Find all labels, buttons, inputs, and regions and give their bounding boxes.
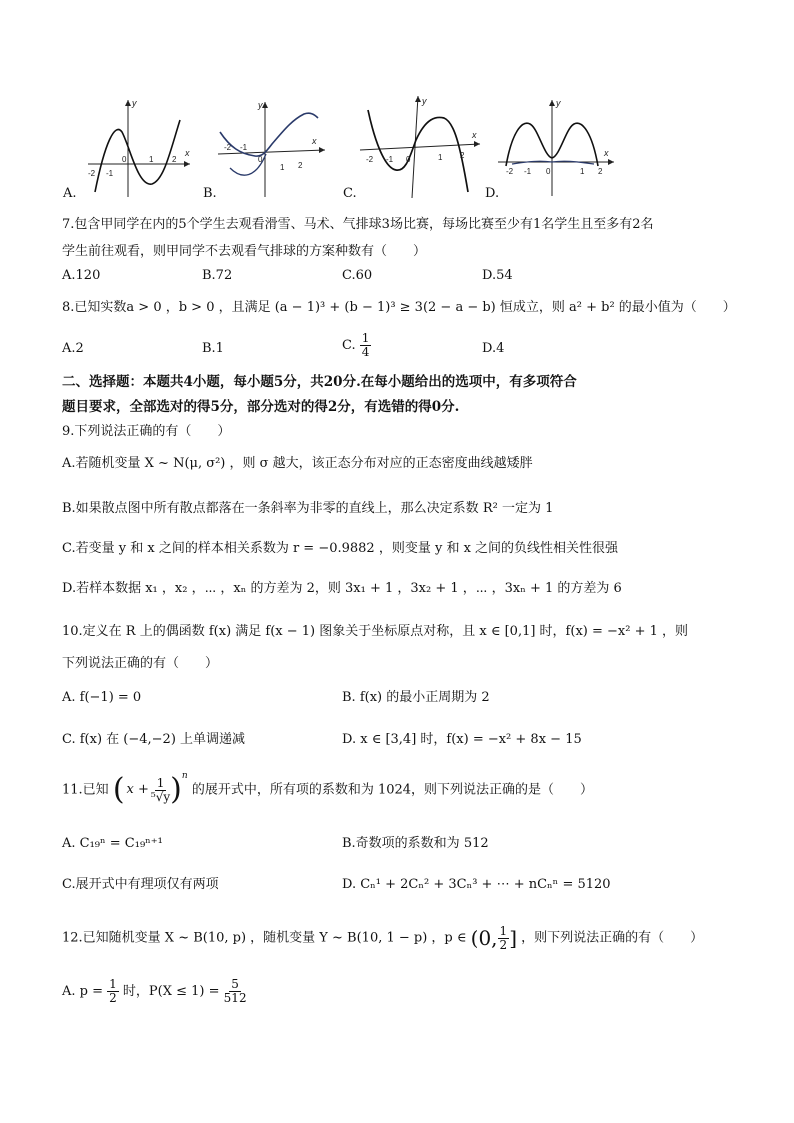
graph-d bbox=[482, 92, 622, 206]
graph-d-label: D. bbox=[485, 186, 500, 201]
svg-text:-2: -2 bbox=[366, 155, 374, 164]
q10-option-a: A. f(−1) = 0 bbox=[62, 690, 142, 705]
svg-text:x: x bbox=[312, 136, 317, 146]
svg-text:0: 0 bbox=[406, 155, 411, 164]
graph-a bbox=[60, 92, 200, 206]
svg-text:0: 0 bbox=[546, 167, 551, 176]
q8-option-c: C. $\frac{1}{4}$ bbox=[342, 331, 370, 359]
q8-prefix: 8.已知实数 bbox=[62, 300, 127, 315]
graph-b bbox=[200, 92, 340, 206]
q8-stem bbox=[62, 300, 736, 316]
svg-text:-1: -1 bbox=[386, 155, 394, 164]
q10-line2: 下列说法正确的有（ ） bbox=[62, 656, 219, 671]
svg-text:1: 1 bbox=[149, 155, 154, 164]
q12-option-a: A. p = $\frac{1}{2}$ 时，P(X ≤ 1) = $\frac{5}{512}$ bbox=[62, 977, 247, 1005]
q9-option-b: B.如果散点图中所有散点都落在一条斜率为非零的直线上，那么决定系数 R² 一定为 1 bbox=[62, 501, 554, 516]
q9-option-c: C.若变量 y 和 x 之间的样本相关系数为 r = −0.9882 ，则变量 y 和 x 之间的负线性相关性很强 bbox=[62, 541, 619, 556]
q12-option-a-result: $\frac{5}{512}$ bbox=[223, 977, 247, 1005]
svg-text:y: y bbox=[422, 96, 427, 106]
q9-stem: 9.下列说法正确的有（ ） bbox=[62, 424, 231, 439]
q7-line2: 学生前往观看，则甲同学不去观看气排球的方案种数有（ ） bbox=[62, 244, 427, 259]
q11-fraction: $\frac{1}{\text{⁵√y}}$ bbox=[150, 775, 171, 804]
svg-text:2: 2 bbox=[298, 161, 303, 170]
section-2-line2: 题目要求，全部选对的得5分，部分选对的得2分，有选错的得0分. bbox=[62, 399, 460, 415]
q7-option-d: D.54 bbox=[482, 268, 513, 283]
q7-option-c: C.60 bbox=[342, 268, 373, 283]
q7-option-a: A.120 bbox=[62, 268, 101, 283]
svg-text:2: 2 bbox=[460, 151, 465, 160]
q10-option-b: B. f(x) 的最小正周期为 2 bbox=[342, 690, 490, 705]
q11-option-b: B.奇数项的系数和为 512 bbox=[342, 836, 489, 851]
svg-text:y: y bbox=[556, 98, 561, 108]
q10-line1: 10.定义在 R 上的偶函数 f(x) 满足 f(x − 1) 图象关于坐标原点对称，且 x ∈ [0,1] 时，f(x) = −x² + 1 ，则 bbox=[62, 624, 688, 639]
q10-option-d: D. x ∈ [3,4] 时，f(x) = −x² + 8x − 15 bbox=[342, 732, 582, 747]
q11-binomial: ( x + $\frac{1}{\text{⁵√y}}$ ) $^n$ bbox=[112, 771, 188, 807]
q8-option-b: B.1 bbox=[202, 341, 224, 356]
q7-line1: 7.包含甲同学在内的5个学生去观看滑雪、马术、气排球3场比赛，每场比赛至少有1名学生且至多有2名 bbox=[62, 217, 654, 232]
svg-text:-1: -1 bbox=[106, 169, 114, 178]
q8-option-c-fraction: $\frac{1}{4}$ bbox=[361, 331, 370, 359]
q8-option-d: D.4 bbox=[482, 341, 505, 356]
svg-text:y: y bbox=[258, 100, 263, 110]
svg-text:x: x bbox=[472, 130, 477, 140]
q12-stem: 12.已知随机变量 X ~ B(10, p) ，随机变量 Y ~ B(10, 1 − p) ，p ∈ (0, $\frac{1}{2}$ ] ，则下列说法正确的有（ ） bbox=[62, 918, 703, 958]
graph-b-label: B. bbox=[203, 186, 217, 201]
svg-text:1: 1 bbox=[438, 153, 443, 162]
q9-option-d: D.若样本数据 x₁ ，x₂ ，⋯ ，xₙ 的方差为 2，则 3x₁ + 1 ，3x₂ + 1 ，⋯ ，3xₙ + 1 的方差为 6 bbox=[62, 581, 622, 596]
svg-text:2: 2 bbox=[172, 155, 177, 164]
q12-option-a-half: $\frac{1}{2}$ bbox=[109, 977, 117, 1005]
q8-option-a: A.2 bbox=[62, 341, 84, 356]
q11-option-c: C.展开式中有理项仅有两项 bbox=[62, 877, 219, 892]
svg-text:-2: -2 bbox=[506, 167, 514, 176]
q11-option-d: D. Cₙ¹ + 2Cₙ² + 3Cₙ³ + ⋯ + nCₙⁿ = 5120 bbox=[342, 877, 611, 892]
svg-text:-2: -2 bbox=[88, 169, 96, 178]
q9-option-a: A.若随机变量 X ~ N(μ, σ²) ，则 σ 越大，该正态分布对应的正态密度曲线越矮胖 bbox=[62, 456, 533, 471]
q10-option-c: C. f(x) 在 (−4,−2) 上单调递减 bbox=[62, 732, 246, 747]
svg-text:0: 0 bbox=[122, 155, 127, 164]
q7-option-b: B.72 bbox=[202, 268, 233, 283]
q8-condition: a > 0 ，b > 0 ，且满足 (a − 1)³ + (b − 1)³ ≥ 3(2 − a − b) 恒成立，则 a² + b² 的最小值为（ ） bbox=[126, 300, 736, 315]
q12-interval: (0, $\frac{1}{2}$ ] bbox=[470, 923, 517, 952]
q11-stem: 11.已知 ( x + $\frac{1}{\text{⁵√y}}$ ) $^n$ 的展开式中，所有项的系数和为 1024，则下列说法正确的是（ ） bbox=[62, 770, 593, 810]
svg-text:-1: -1 bbox=[524, 167, 532, 176]
svg-text:2: 2 bbox=[598, 167, 603, 176]
svg-text:-2: -2 bbox=[224, 143, 232, 152]
graph-c-label: C. bbox=[343, 186, 357, 201]
graph-c bbox=[340, 88, 490, 206]
q11-option-a: A. C₁₉ⁿ = C₁₉ⁿ⁺¹ bbox=[62, 836, 163, 851]
svg-text:x: x bbox=[604, 148, 609, 158]
svg-text:0: 0 bbox=[258, 155, 263, 164]
section-2-line1: 二、选择题：本题共4小题，每小题5分，共20分.在每小题给出的选项中，有多项符合 bbox=[62, 374, 577, 390]
svg-text:x: x bbox=[185, 148, 190, 158]
graph-a-label: A. bbox=[63, 186, 77, 201]
svg-text:-1: -1 bbox=[240, 143, 248, 152]
svg-text:y: y bbox=[132, 98, 137, 108]
svg-text:1: 1 bbox=[580, 167, 585, 176]
svg-text:1: 1 bbox=[280, 163, 285, 172]
